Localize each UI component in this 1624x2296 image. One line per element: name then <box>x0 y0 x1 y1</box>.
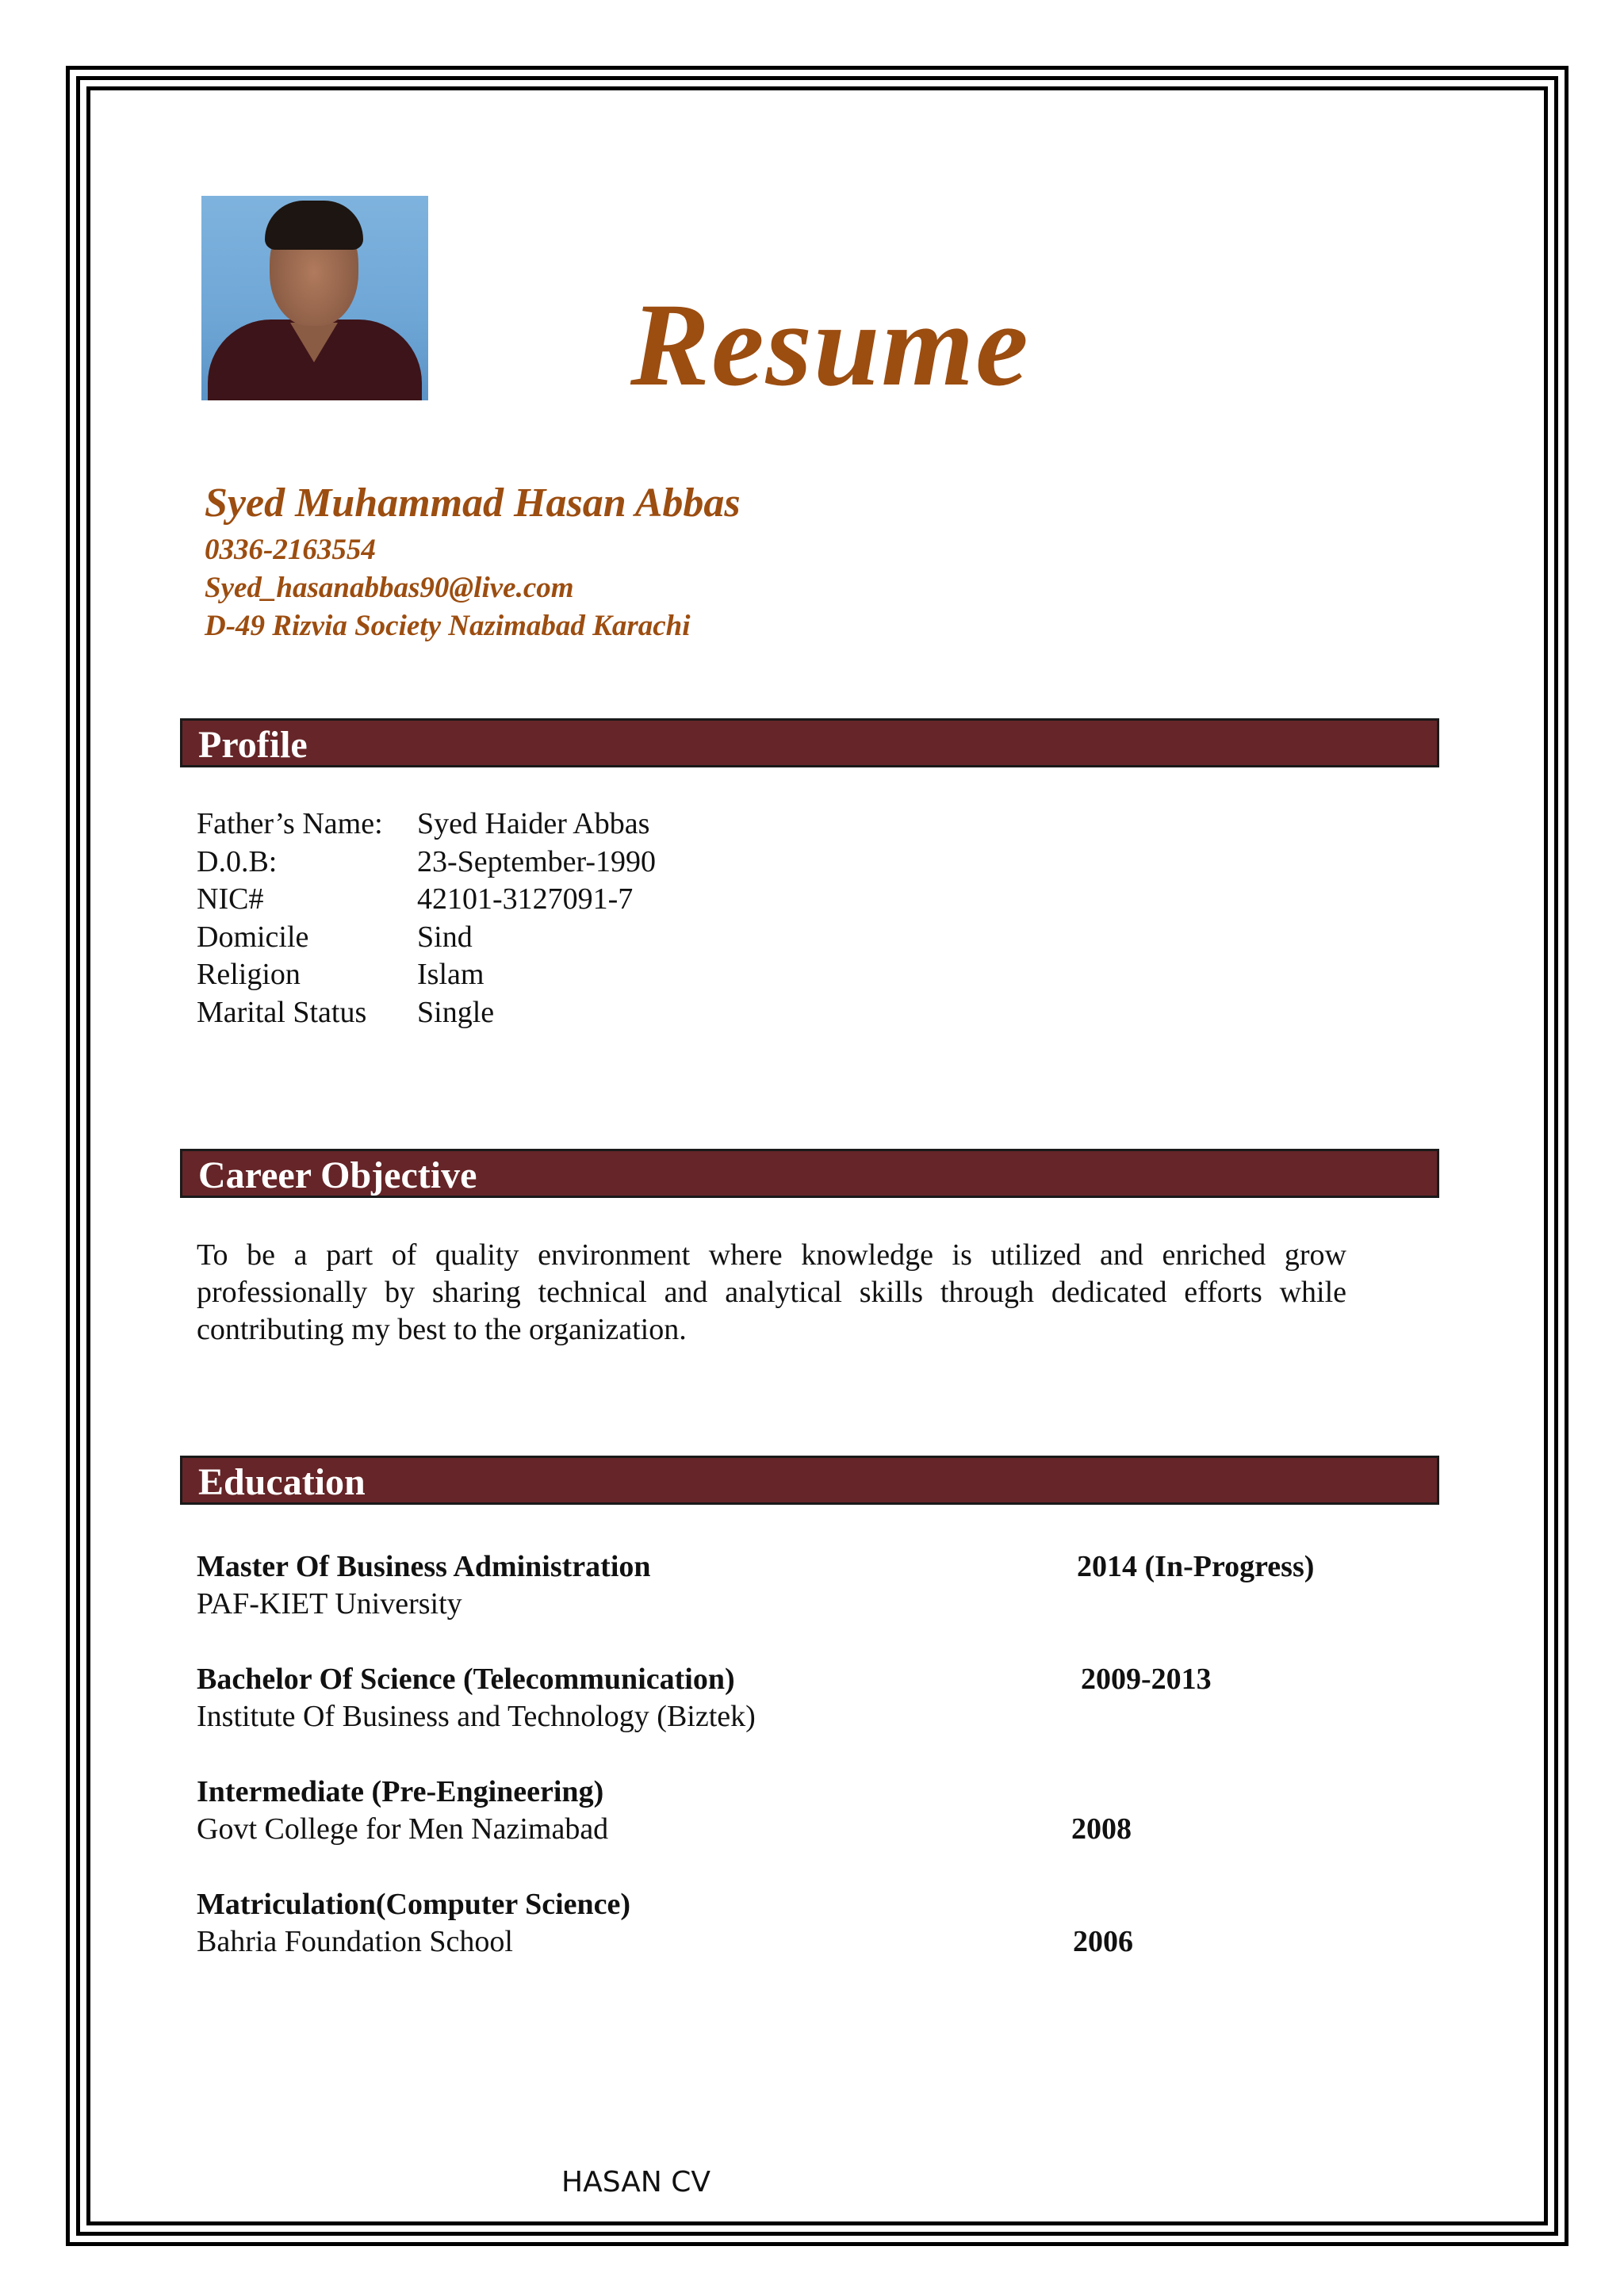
profile-value: 23-September-1990 <box>417 844 657 878</box>
education-year: 2006 <box>1073 1925 1133 1958</box>
home-address: D-49 Rizvia Society Nazimabad Karachi <box>205 610 691 642</box>
education-year: 2008 <box>1071 1812 1132 1846</box>
profile-label: D.0.B: <box>197 844 278 878</box>
education-year: 2009-2013 <box>1081 1663 1212 1696</box>
phone-number: 0336-2163554 <box>205 534 376 566</box>
profile-row-marital <box>197 994 656 1032</box>
candidate-name: Syed Muhammad Hasan Abbas <box>205 480 741 526</box>
profile-label: Religion <box>197 958 301 991</box>
institution-name: Govt College for Men Nazimabad <box>197 1812 609 1846</box>
resume-title: Resume <box>630 279 1030 411</box>
email-address: Syed_hasanabbas90@live.com <box>205 572 574 604</box>
degree-title: Master Of Business Administration <box>197 1550 651 1583</box>
profile-label: Domicile <box>197 920 309 954</box>
contact-block <box>205 476 741 645</box>
education-heading: Education <box>180 1456 1439 1505</box>
profile-row-religion <box>197 956 656 994</box>
profile-heading: Profile <box>180 718 1439 767</box>
page-footer: HASAN CV <box>561 2166 710 2198</box>
profile-label: Father’s Name: <box>197 807 383 840</box>
profile-row-domicile <box>197 919 656 957</box>
profile-value: 42101-3127091-7 <box>417 882 634 916</box>
profile-details <box>197 806 656 1031</box>
profile-label: Marital Status <box>197 995 367 1029</box>
profile-row-nic <box>197 881 656 919</box>
career-objective-text: To be a part of quality environment where knowledge is utilized and enriched grow professionally by sharing technical and analytical skills through dedicated efforts while contributing my best to the organization. <box>197 1238 1346 1346</box>
profile-value: Sind <box>417 920 473 954</box>
institution-name: PAF-KIET University <box>197 1587 462 1621</box>
profile-value: Islam <box>417 958 485 991</box>
institution-name: Institute Of Business and Technology (Biztek) <box>197 1700 756 1733</box>
education-entry-matric <box>197 1886 1386 1961</box>
education-entry-mba <box>197 1548 1386 1623</box>
institution-name: Bahria Foundation School <box>197 1925 513 1958</box>
profile-row-father <box>197 806 656 844</box>
profile-value: Syed Haider Abbas <box>417 807 650 840</box>
profile-row-dob <box>197 844 656 882</box>
profile-value: Single <box>417 995 495 1029</box>
career-objective-heading: Career Objective <box>180 1149 1439 1198</box>
profile-label: NIC# <box>197 882 264 916</box>
degree-title: Matriculation(Computer Science) <box>197 1888 631 1921</box>
education-entry-intermediate <box>197 1774 1386 1848</box>
education-year: 2014 (In-Progress) <box>1077 1550 1315 1583</box>
degree-title: Intermediate (Pre-Engineering) <box>197 1775 604 1808</box>
profile-photo <box>201 196 428 400</box>
education-entry-bsc <box>197 1661 1386 1735</box>
degree-title: Bachelor Of Science (Telecommunication) <box>197 1663 735 1696</box>
